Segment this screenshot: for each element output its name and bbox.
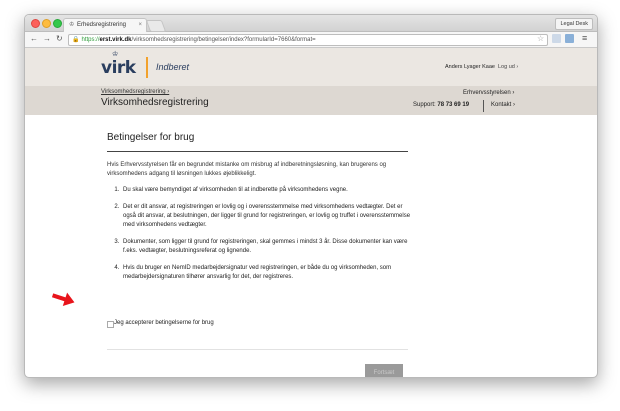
- menu-icon[interactable]: ≡: [582, 33, 588, 43]
- maximize-window-button[interactable]: [53, 19, 62, 28]
- url-path: /virksomhedsregistrering/betingelser/index?formularId=7660&format=: [131, 37, 316, 43]
- accept-terms-label[interactable]: Jeg accepterer betingelserne for brug: [114, 320, 214, 326]
- support-info: [413, 102, 469, 108]
- page-title: Virksomhedsregistrering: [101, 97, 209, 108]
- red-arrow-icon: [52, 291, 76, 307]
- terms-heading: Betingelser for brug: [107, 132, 195, 143]
- support-label: Support:: [413, 102, 436, 108]
- bookmark-star-icon[interactable]: ☆: [537, 34, 545, 43]
- browser-window: [24, 14, 598, 378]
- tab-close-icon[interactable]: ×: [138, 22, 142, 28]
- back-arrow-icon[interactable]: ←: [30, 34, 38, 43]
- divider: [483, 100, 484, 112]
- extension-icon[interactable]: [565, 34, 574, 43]
- logout-link[interactable]: Log ud ›: [498, 64, 519, 70]
- crown-icon: ♔: [112, 51, 119, 58]
- list-item: 2. Det er dit ansvar, at registreringen er lovlig og i overensstemmelse med virksomhedens vedtægter. Det er også dit ansvar, at beslutningen, der ligger til grund for registreringen, er lovlig og truffet i overensstemmelse med virksomhedens vedtægter.: [121, 203, 411, 230]
- sub-header: [25, 86, 597, 115]
- logo-divider: [146, 57, 148, 78]
- accept-terms-checkbox[interactable]: [107, 321, 114, 328]
- profile-button[interactable]: Legal Desk: [555, 18, 593, 30]
- list-item: 4. Hvis du bruger en NemID medarbejdersignatur ved registreringen, er både du og virksomheden, som medarbejdersignaturen tilhører ansvarlig for det, der registreres.: [121, 264, 411, 282]
- divider: [107, 349, 408, 350]
- crown-icon: ♔: [69, 22, 75, 28]
- agency-link[interactable]: Erhvervsstyrelsen ›: [463, 90, 515, 96]
- url-scheme: https://: [81, 37, 100, 43]
- support-phone: 78 73 69 19: [437, 102, 470, 108]
- breadcrumb[interactable]: Virksomhedsregistrering ›: [101, 89, 170, 95]
- logo-subtitle: Indberet: [156, 62, 190, 72]
- address-bar[interactable]: [68, 34, 548, 46]
- lock-icon: 🔒: [72, 37, 80, 43]
- terms-intro: Hvis Erhvervsstyrelsen får en begrundet mistanke om misbrug af indberetningsløsning, kan brugerens og virksomhedens adgang til løsningen lukkes øjeblikkeligt.: [107, 162, 387, 177]
- url-host: erst.virk.dk: [99, 37, 132, 43]
- tab-bar: [25, 15, 597, 32]
- divider: [107, 151, 408, 152]
- close-window-button[interactable]: [31, 19, 40, 28]
- terms-list: [107, 186, 411, 290]
- list-item: 3. Dokumenter, som ligger til grund for registreringen, skal gemmes i mindst 3 år. Disse dokumenter kan være f.eks. vedtægter, beslutningsreferat og lignende.: [121, 238, 411, 256]
- site-header: [25, 48, 597, 86]
- contact-link[interactable]: Kontakt ›: [491, 102, 516, 108]
- browser-toolbar: [25, 32, 597, 48]
- new-tab-button[interactable]: [146, 20, 166, 32]
- user-name: Anders Lyager Kaae: [445, 64, 495, 70]
- list-item: 1. Du skal være bemyndiget af virksomheden til at indberette på virksomhedens vegne.: [121, 186, 411, 195]
- forward-arrow-icon[interactable]: →: [43, 34, 51, 43]
- minimize-window-button[interactable]: [42, 19, 51, 28]
- virk-logo[interactable]: virk: [101, 58, 136, 78]
- tab-title: Erhedsregistrering: [77, 22, 127, 28]
- browser-tab[interactable]: [63, 18, 147, 32]
- extension-icon[interactable]: [552, 34, 561, 43]
- reload-icon[interactable]: ↻: [56, 34, 63, 43]
- continue-button[interactable]: Fortsæt: [365, 364, 403, 378]
